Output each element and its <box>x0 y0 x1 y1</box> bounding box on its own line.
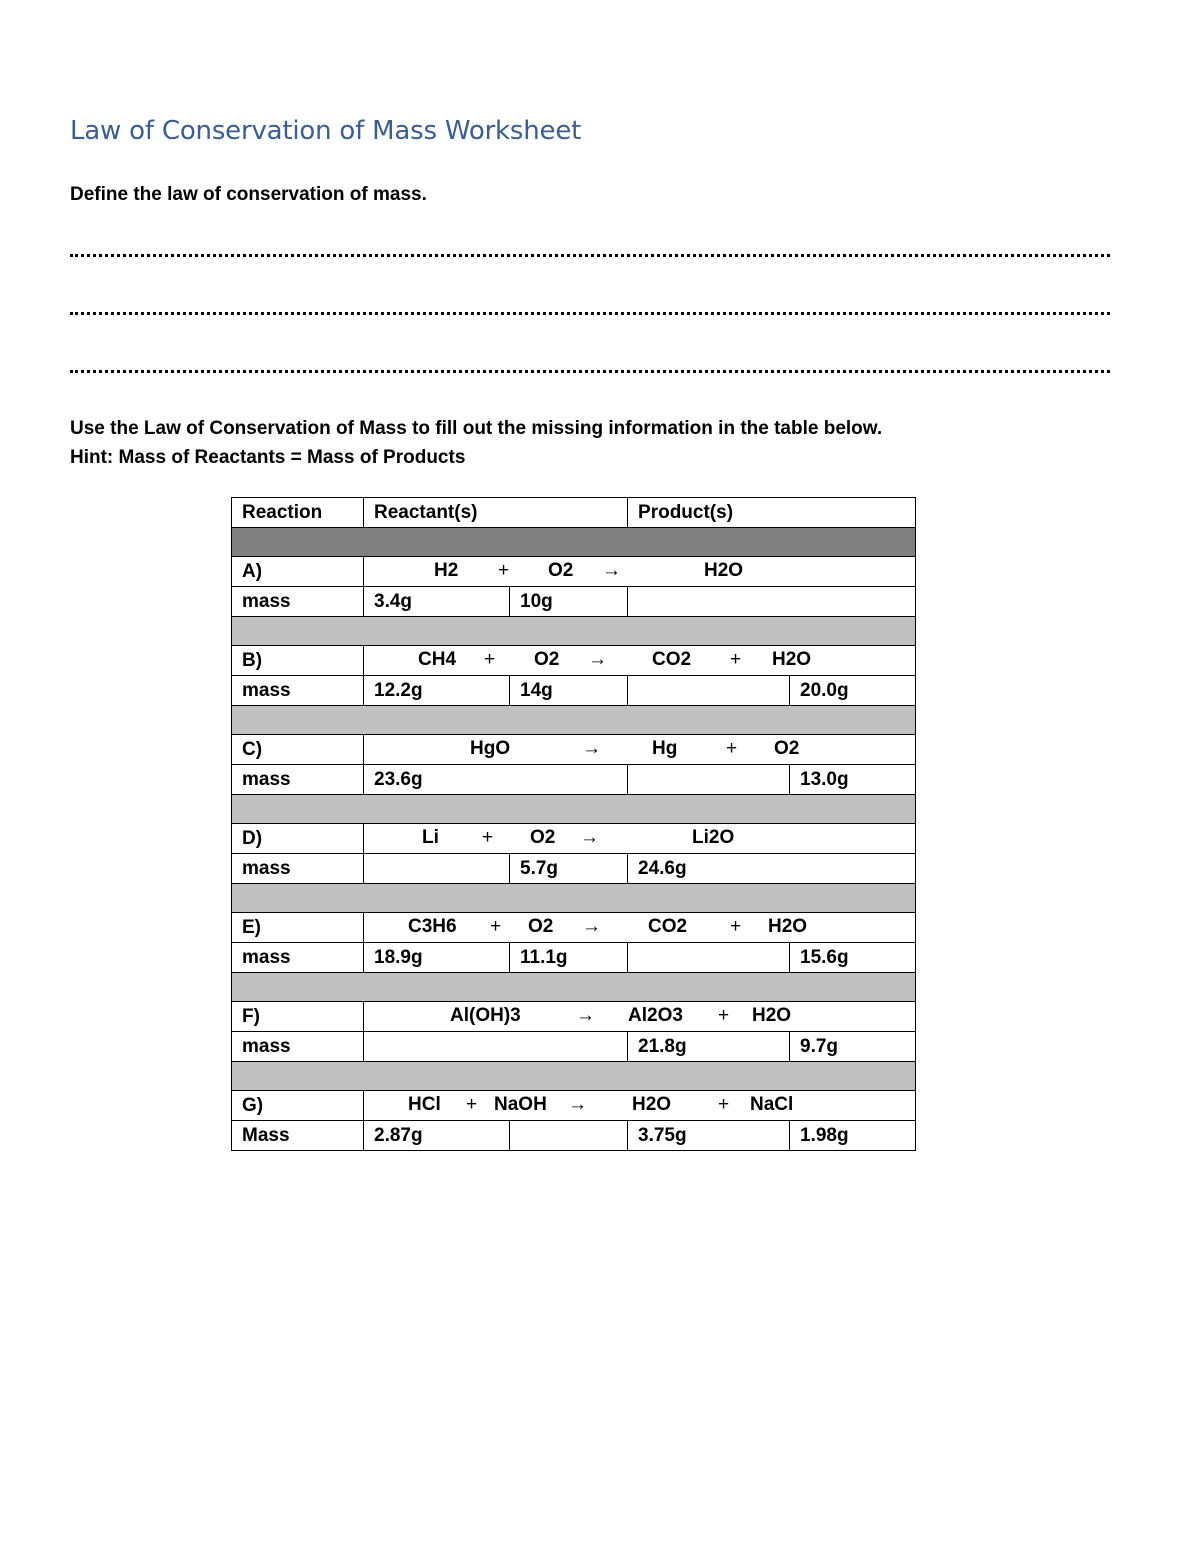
mass-reactant-2[interactable]: 14g <box>510 676 628 706</box>
reaction-label: E) <box>232 913 364 943</box>
mass-reactant-2[interactable]: 11.1g <box>510 943 628 973</box>
product-1: H2O <box>632 1094 672 1115</box>
mass-product-2[interactable]: 1.98g <box>790 1121 916 1151</box>
table-header-row <box>232 498 916 528</box>
separator-band <box>232 1062 916 1091</box>
reaction-label: F) <box>232 1002 364 1032</box>
reaction-row-c <box>232 735 916 765</box>
instruction-text: Use the Law of Conservation of Mass to fill out the missing information in the table below. <box>70 418 883 439</box>
question-text: Define the law of conservation of mass. <box>70 184 427 205</box>
arrow-icon: → <box>582 916 601 937</box>
separator-band <box>232 528 916 557</box>
arrow-icon: → <box>588 649 607 670</box>
mass-reactant-2[interactable]: 10g <box>510 587 628 617</box>
header-reaction: Reaction <box>232 498 364 528</box>
equation-cell <box>364 735 916 765</box>
reaction-row-a <box>232 557 916 587</box>
equation-cell <box>364 824 916 854</box>
plus-symbol: + <box>484 649 496 670</box>
equation-cell <box>364 1091 916 1121</box>
instructions <box>70 414 882 472</box>
reactant-2: O2 <box>528 916 554 937</box>
plus-symbol: + <box>730 916 742 937</box>
mass-product[interactable]: 24.6g <box>628 854 916 884</box>
reactant-1: Li <box>422 827 439 848</box>
product-1: H2O <box>704 560 744 581</box>
plus-symbol: + <box>466 1094 478 1115</box>
reactant-1: HCl <box>408 1094 441 1115</box>
reactant-2: O2 <box>534 649 560 670</box>
product-2: H2O <box>768 916 808 937</box>
equation-cell <box>364 1002 916 1032</box>
mass-reactant-2[interactable]: 5.7g <box>510 854 628 884</box>
mass-label: mass <box>232 765 364 795</box>
product-2: NaCl <box>750 1094 794 1115</box>
mass-product-1[interactable]: 21.8g <box>628 1032 790 1062</box>
mass-label: mass <box>232 676 364 706</box>
mass-row-d <box>232 854 916 884</box>
reaction-label: D) <box>232 824 364 854</box>
mass-table <box>231 497 916 1151</box>
mass-label: mass <box>232 943 364 973</box>
mass-reactant-2[interactable] <box>510 1121 628 1151</box>
arrow-icon: → <box>602 560 621 581</box>
product-1: Al2O3 <box>628 1005 683 1026</box>
product-2: O2 <box>774 738 800 759</box>
mass-reactant-1[interactable]: 12.2g <box>364 676 510 706</box>
reactant-1: H2 <box>434 560 459 581</box>
product-2: H2O <box>752 1005 792 1026</box>
reaction-label: G) <box>232 1091 364 1121</box>
plus-symbol: + <box>718 1094 730 1115</box>
product-1: CO2 <box>648 916 688 937</box>
plus-symbol: + <box>490 916 502 937</box>
plus-symbol: + <box>718 1005 730 1026</box>
mass-reactant-1[interactable] <box>364 854 510 884</box>
header-products: Product(s) <box>628 498 916 528</box>
page-title: Law of Conservation of Mass Worksheet <box>70 116 582 146</box>
answer-line-2[interactable] <box>70 312 1110 315</box>
separator-band <box>232 795 916 824</box>
plus-symbol: + <box>498 560 510 581</box>
arrow-icon: → <box>580 827 599 848</box>
equation-cell <box>364 646 916 676</box>
reaction-row-g <box>232 1091 916 1121</box>
reactant-1: C3H6 <box>408 916 457 937</box>
mass-row-f <box>232 1032 916 1062</box>
mass-product-2[interactable]: 9.7g <box>790 1032 916 1062</box>
reaction-row-d <box>232 824 916 854</box>
reaction-row-b <box>232 646 916 676</box>
mass-product-1[interactable] <box>628 765 790 795</box>
mass-product-2[interactable]: 20.0g <box>790 676 916 706</box>
arrow-icon: → <box>568 1094 587 1115</box>
equation-cell <box>364 557 916 587</box>
answer-line-3[interactable] <box>70 370 1110 373</box>
mass-row-a <box>232 587 916 617</box>
product-1: CO2 <box>652 649 692 670</box>
reaction-label: C) <box>232 735 364 765</box>
plus-symbol: + <box>730 649 742 670</box>
mass-label: mass <box>232 1032 364 1062</box>
mass-reactant-1[interactable]: 2.87g <box>364 1121 510 1151</box>
reaction-row-e <box>232 913 916 943</box>
plus-symbol: + <box>726 738 738 759</box>
reaction-label: B) <box>232 646 364 676</box>
reaction-label: A) <box>232 557 364 587</box>
separator-band <box>232 973 916 1002</box>
mass-reactant[interactable]: 23.6g <box>364 765 628 795</box>
mass-row-c <box>232 765 916 795</box>
mass-label: mass <box>232 587 364 617</box>
hint-text: Hint: Mass of Reactants = Mass of Products <box>70 447 466 468</box>
reactant-1: CH4 <box>418 649 457 670</box>
reaction-row-f <box>232 1002 916 1032</box>
mass-reactant-1[interactable]: 3.4g <box>364 587 510 617</box>
reactant-1: Al(OH)3 <box>450 1005 521 1026</box>
mass-product-2[interactable]: 15.6g <box>790 943 916 973</box>
reactant-1: HgO <box>470 738 511 759</box>
separator-band <box>232 617 916 646</box>
mass-product[interactable] <box>628 587 916 617</box>
mass-reactant[interactable] <box>364 1032 628 1062</box>
mass-row-e <box>232 943 916 973</box>
answer-line-1[interactable] <box>70 254 1110 257</box>
product-2: H2O <box>772 649 812 670</box>
separator-band <box>232 884 916 913</box>
reactant-2: O2 <box>548 560 574 581</box>
mass-row-b <box>232 676 916 706</box>
mass-product-1[interactable]: 3.75g <box>628 1121 790 1151</box>
arrow-icon: → <box>576 1005 595 1026</box>
product-1: Hg <box>652 738 678 759</box>
header-reactants: Reactant(s) <box>364 498 628 528</box>
equation-cell <box>364 913 916 943</box>
mass-row-g <box>232 1121 916 1151</box>
reactant-2: NaOH <box>494 1094 547 1115</box>
mass-label: Mass <box>232 1121 364 1151</box>
mass-product-2[interactable]: 13.0g <box>790 765 916 795</box>
mass-label: mass <box>232 854 364 884</box>
plus-symbol: + <box>482 827 494 848</box>
separator-band <box>232 706 916 735</box>
mass-product-1[interactable] <box>628 676 790 706</box>
mass-reactant-1[interactable]: 18.9g <box>364 943 510 973</box>
arrow-icon: → <box>582 738 601 759</box>
mass-product-1[interactable] <box>628 943 790 973</box>
reactant-2: O2 <box>530 827 556 848</box>
product-1: Li2O <box>692 827 735 848</box>
